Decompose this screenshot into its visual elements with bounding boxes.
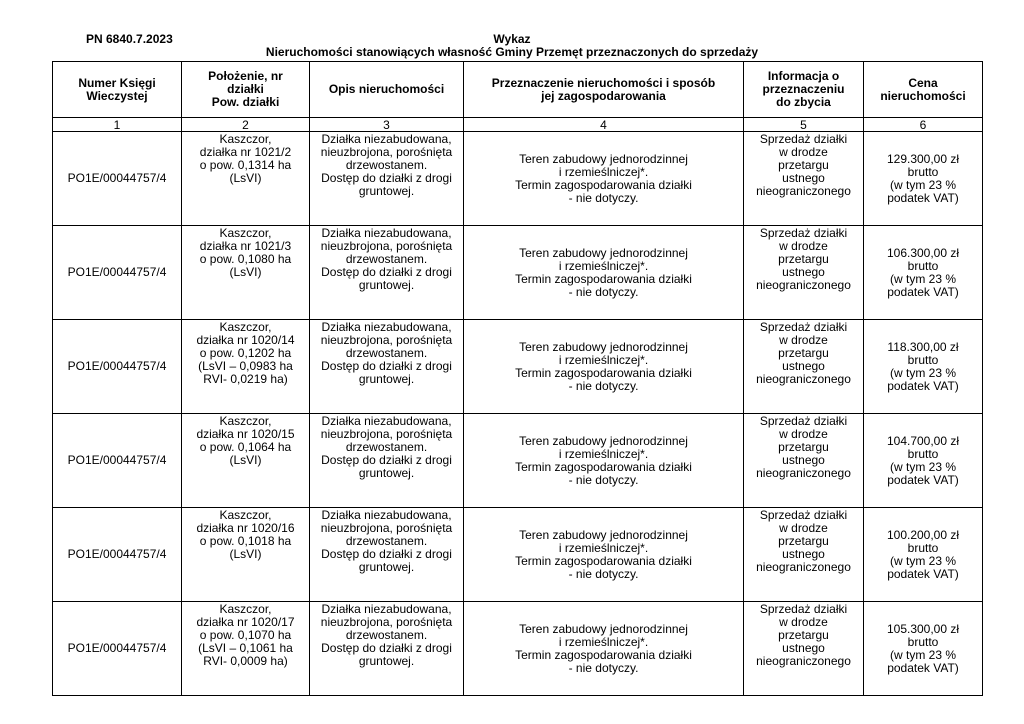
text-line: gruntowej. [358, 372, 415, 386]
text-line: jej zagospodarowania [541, 88, 666, 103]
text-line: drzewostanem. [345, 158, 428, 172]
land-register-cell: PO1E/00044757/4 [53, 602, 182, 696]
text-line: o pow. 0,1070 ha [199, 628, 292, 642]
text-line: drzewostanem. [345, 534, 428, 548]
purpose-cell [464, 132, 744, 226]
column-numbers-row [53, 118, 983, 132]
text-line: Cena [908, 75, 938, 90]
text-line: przetargu [778, 158, 829, 172]
text-line: przetargu [778, 252, 829, 266]
text-line: brutto [907, 634, 939, 649]
text-line: w drodze [779, 615, 828, 629]
column-header-location [182, 62, 310, 118]
text-line: Działka niezabudowana, [321, 602, 452, 616]
text-line: i rzemieślniczej*. [558, 258, 649, 273]
text-line: o pow. 0,1064 ha [199, 440, 292, 454]
text-line: Dostęp do działki z drogi [321, 547, 452, 561]
table-row [53, 320, 983, 414]
price-cell [864, 508, 983, 602]
text-line: przetargu [778, 346, 829, 360]
text-line: nieuzbrojona, porośnięta [320, 521, 453, 535]
column-number: 2 [182, 118, 310, 132]
column-header-land-register [53, 62, 182, 118]
text-line: brutto [907, 540, 939, 555]
text-line: Teren zabudowy jednorodzinnej [519, 339, 688, 354]
table-header [53, 62, 983, 118]
column-header-disposal-info [744, 62, 864, 118]
text-line: Położenie, nr [208, 69, 283, 83]
text-line: ustnego [782, 453, 825, 467]
column-number: 4 [464, 118, 744, 132]
text-line: (LsVI) [229, 453, 262, 467]
text-line: działki [227, 82, 264, 96]
text-line: - nie dotyczy. [568, 472, 639, 487]
column-number: 3 [310, 118, 464, 132]
text-line: drzewostanem. [345, 346, 428, 360]
text-line: nieograniczonego [756, 466, 851, 480]
text-line: nieuzbrojona, porośnięta [320, 333, 453, 347]
text-line: - nie dotyczy. [568, 378, 639, 393]
text-line: Działka niezabudowana, [321, 414, 452, 428]
location-cell [182, 226, 310, 320]
text-line: Kaszczor, [219, 414, 272, 428]
text-line: Kaszczor, [219, 132, 272, 146]
text-line: Termin zagospodarowania działki [515, 177, 692, 192]
text-line: i rzemieślniczej*. [558, 352, 649, 367]
text-line: (LsVI – 0,1061 ha [198, 641, 293, 655]
purpose-cell [464, 320, 744, 414]
text-line: Kaszczor, [219, 320, 272, 334]
description-cell [310, 508, 464, 602]
text-line: gruntowej. [358, 466, 415, 480]
text-line: nieograniczonego [756, 278, 851, 292]
document-subtitle: Nieruchomości stanowiących własność Gminy Przemęt przeznaczonych do sprzedaży [265, 45, 759, 59]
text-line: 104.700,00 zł [886, 433, 960, 448]
text-line: w drodze [779, 333, 828, 347]
text-line: o pow. 0,1202 ha [199, 346, 292, 360]
text-line: brutto [907, 446, 939, 461]
text-line: Termin zagospodarowania działki [515, 553, 692, 568]
text-line: w drodze [779, 521, 828, 535]
text-line: i rzemieślniczej*. [558, 634, 649, 649]
text-line: - nie dotyczy. [568, 566, 639, 581]
text-line: 106.300,00 zł [886, 245, 960, 260]
text-line: Działka niezabudowana, [321, 132, 452, 146]
text-line: Sprzedaż działki [759, 132, 848, 146]
text-line: nieruchomości [880, 88, 966, 103]
text-line: nieograniczonego [756, 560, 851, 574]
text-line: (LsVI) [229, 547, 262, 561]
text-line: i rzemieślniczej*. [558, 540, 649, 555]
text-line: o pow. 0,1314 ha [199, 158, 292, 172]
purpose-cell [464, 508, 744, 602]
text-line: działka nr 1020/17 [196, 615, 295, 629]
text-line: Sprzedaż działki [759, 602, 848, 616]
text-line: Teren zabudowy jednorodzinnej [519, 151, 688, 166]
text-line: Teren zabudowy jednorodzinnej [519, 527, 688, 542]
description-cell [310, 414, 464, 508]
text-line: (LsVI) [229, 171, 262, 185]
document-reference-number: PN 6840.7.2023 [86, 32, 173, 46]
purpose-cell [464, 602, 744, 696]
text-line: ustnego [782, 359, 825, 373]
text-line: przetargu [778, 628, 829, 642]
text-line: Kaszczor, [219, 508, 272, 522]
text-line: Dostęp do działki z drogi [321, 453, 452, 467]
text-line: Sprzedaż działki [759, 414, 848, 428]
disposal-info-cell [744, 414, 864, 508]
price-cell [864, 320, 983, 414]
text-line: gruntowej. [358, 654, 415, 668]
land-register-cell: PO1E/00044757/4 [53, 320, 182, 414]
column-number: 5 [744, 118, 864, 132]
text-line: (w tym 23 % [889, 365, 956, 380]
text-line: o pow. 0,1080 ha [199, 252, 292, 266]
text-line: (w tym 23 % [889, 271, 956, 286]
text-line: Opis nieruchomości [328, 82, 445, 96]
text-line: 105.300,00 zł [886, 621, 960, 636]
text-line: do zbycia [776, 95, 831, 109]
text-line: o pow. 0,1018 ha [199, 534, 292, 548]
text-line: (w tym 23 % [889, 647, 956, 662]
disposal-info-cell [744, 226, 864, 320]
text-line: - nie dotyczy. [568, 284, 639, 299]
column-header-description [310, 62, 464, 118]
text-line: 100.200,00 zł [886, 527, 960, 542]
text-line: w drodze [779, 145, 828, 159]
table-body [53, 118, 983, 696]
text-line: drzewostanem. [345, 440, 428, 454]
text-line: podatek VAT) [887, 566, 959, 581]
text-line: podatek VAT) [887, 378, 959, 393]
text-line: (w tym 23 % [889, 553, 956, 568]
text-line: drzewostanem. [345, 252, 428, 266]
text-line: Kaszczor, [219, 226, 272, 240]
text-line: gruntowej. [358, 278, 415, 292]
disposal-info-cell [744, 508, 864, 602]
text-line: nieograniczonego [756, 372, 851, 386]
text-line: (LsVI) [229, 265, 262, 279]
text-line: Termin zagospodarowania działki [515, 647, 692, 662]
land-register-cell: PO1E/00044757/4 [53, 414, 182, 508]
text-line: gruntowej. [358, 560, 415, 574]
text-line: (w tym 23 % [889, 459, 956, 474]
text-line: nieuzbrojona, porośnięta [320, 615, 453, 629]
text-line: Informacja o [767, 69, 840, 83]
text-line: Przeznaczenie nieruchomości i sposób [491, 75, 716, 90]
description-cell [310, 226, 464, 320]
property-list-table [52, 61, 983, 696]
table-row [53, 602, 983, 696]
text-line: i rzemieślniczej*. [558, 164, 649, 179]
land-register-cell: PO1E/00044757/4 [53, 226, 182, 320]
text-line: przetargu [778, 440, 829, 454]
disposal-info-cell [744, 320, 864, 414]
text-line: Teren zabudowy jednorodzinnej [519, 245, 688, 260]
document-title: Wykaz [493, 32, 531, 46]
text-line: 129.300,00 zł [886, 151, 960, 166]
text-line: RVI- 0,0009 ha) [203, 654, 288, 668]
table-row [53, 414, 983, 508]
text-line: Pow. działki [211, 95, 280, 109]
text-line: podatek VAT) [887, 190, 959, 205]
disposal-info-cell [744, 132, 864, 226]
text-line: Termin zagospodarowania działki [515, 271, 692, 286]
disposal-info-cell [744, 602, 864, 696]
text-line: przeznaczeniu [762, 82, 845, 96]
text-line: Sprzedaż działki [759, 508, 848, 522]
purpose-cell [464, 414, 744, 508]
description-cell [310, 132, 464, 226]
column-number: 6 [864, 118, 983, 132]
price-cell [864, 132, 983, 226]
text-line: działka nr 1020/14 [196, 333, 295, 347]
text-line: brutto [907, 352, 939, 367]
text-line: Teren zabudowy jednorodzinnej [519, 433, 688, 448]
text-line: Dostęp do działki z drogi [321, 171, 452, 185]
text-line: ustnego [782, 265, 825, 279]
text-line: Sprzedaż działki [759, 226, 848, 240]
text-line: Działka niezabudowana, [321, 508, 452, 522]
text-line: Termin zagospodarowania działki [515, 365, 692, 380]
text-line: Teren zabudowy jednorodzinnej [519, 621, 688, 636]
text-line: działka nr 1021/2 [199, 145, 292, 159]
table-row [53, 226, 983, 320]
location-cell [182, 508, 310, 602]
text-line: Dostęp do działki z drogi [321, 641, 452, 655]
price-cell [864, 414, 983, 508]
description-cell [310, 602, 464, 696]
location-cell [182, 414, 310, 508]
text-line: gruntowej. [358, 184, 415, 198]
text-line: podatek VAT) [887, 660, 959, 675]
text-line: nieuzbrojona, porośnięta [320, 239, 453, 253]
table-row [53, 508, 983, 602]
text-line: drzewostanem. [345, 628, 428, 642]
text-line: działka nr 1021/3 [199, 239, 292, 253]
text-line: nieuzbrojona, porośnięta [320, 145, 453, 159]
text-line: Wieczystej [86, 88, 148, 103]
column-headers-row [53, 62, 983, 118]
description-cell [310, 320, 464, 414]
text-line: Kaszczor, [219, 602, 272, 616]
text-line: brutto [907, 164, 939, 179]
text-line: (w tym 23 % [889, 177, 956, 192]
text-line: podatek VAT) [887, 284, 959, 299]
location-cell [182, 132, 310, 226]
text-line: nieograniczonego [756, 654, 851, 668]
column-header-purpose [464, 62, 744, 118]
text-line: - nie dotyczy. [568, 660, 639, 675]
purpose-cell [464, 226, 744, 320]
column-number: 1 [53, 118, 182, 132]
text-line: działka nr 1020/15 [196, 427, 295, 441]
text-line: Numer Księgi [78, 75, 156, 90]
text-line: Działka niezabudowana, [321, 320, 452, 334]
text-line: Działka niezabudowana, [321, 226, 452, 240]
text-line: Sprzedaż działki [759, 320, 848, 334]
text-line: w drodze [779, 427, 828, 441]
price-cell [864, 226, 983, 320]
text-line: RVI- 0,0219 ha) [203, 372, 288, 386]
text-line: podatek VAT) [887, 472, 959, 487]
text-line: brutto [907, 258, 939, 273]
price-cell [864, 602, 983, 696]
location-cell [182, 320, 310, 414]
table-row [53, 132, 983, 226]
text-line: nieuzbrojona, porośnięta [320, 427, 453, 441]
text-line: ustnego [782, 547, 825, 561]
text-line: ustnego [782, 641, 825, 655]
text-line: nieograniczonego [756, 184, 851, 198]
column-header-price [864, 62, 983, 118]
land-register-cell: PO1E/00044757/4 [53, 508, 182, 602]
text-line: Dostęp do działki z drogi [321, 265, 452, 279]
text-line: Dostęp do działki z drogi [321, 359, 452, 373]
location-cell [182, 602, 310, 696]
text-line: 118.300,00 zł [887, 339, 959, 354]
land-register-cell: PO1E/00044757/4 [53, 132, 182, 226]
text-line: działka nr 1020/16 [196, 521, 295, 535]
text-line: Termin zagospodarowania działki [515, 459, 692, 474]
text-line: ustnego [782, 171, 825, 185]
text-line: i rzemieślniczej*. [558, 446, 649, 461]
text-line: w drodze [779, 239, 828, 253]
text-line: (LsVI – 0,0983 ha [198, 359, 293, 373]
text-line: - nie dotyczy. [568, 190, 639, 205]
text-line: przetargu [778, 534, 829, 548]
